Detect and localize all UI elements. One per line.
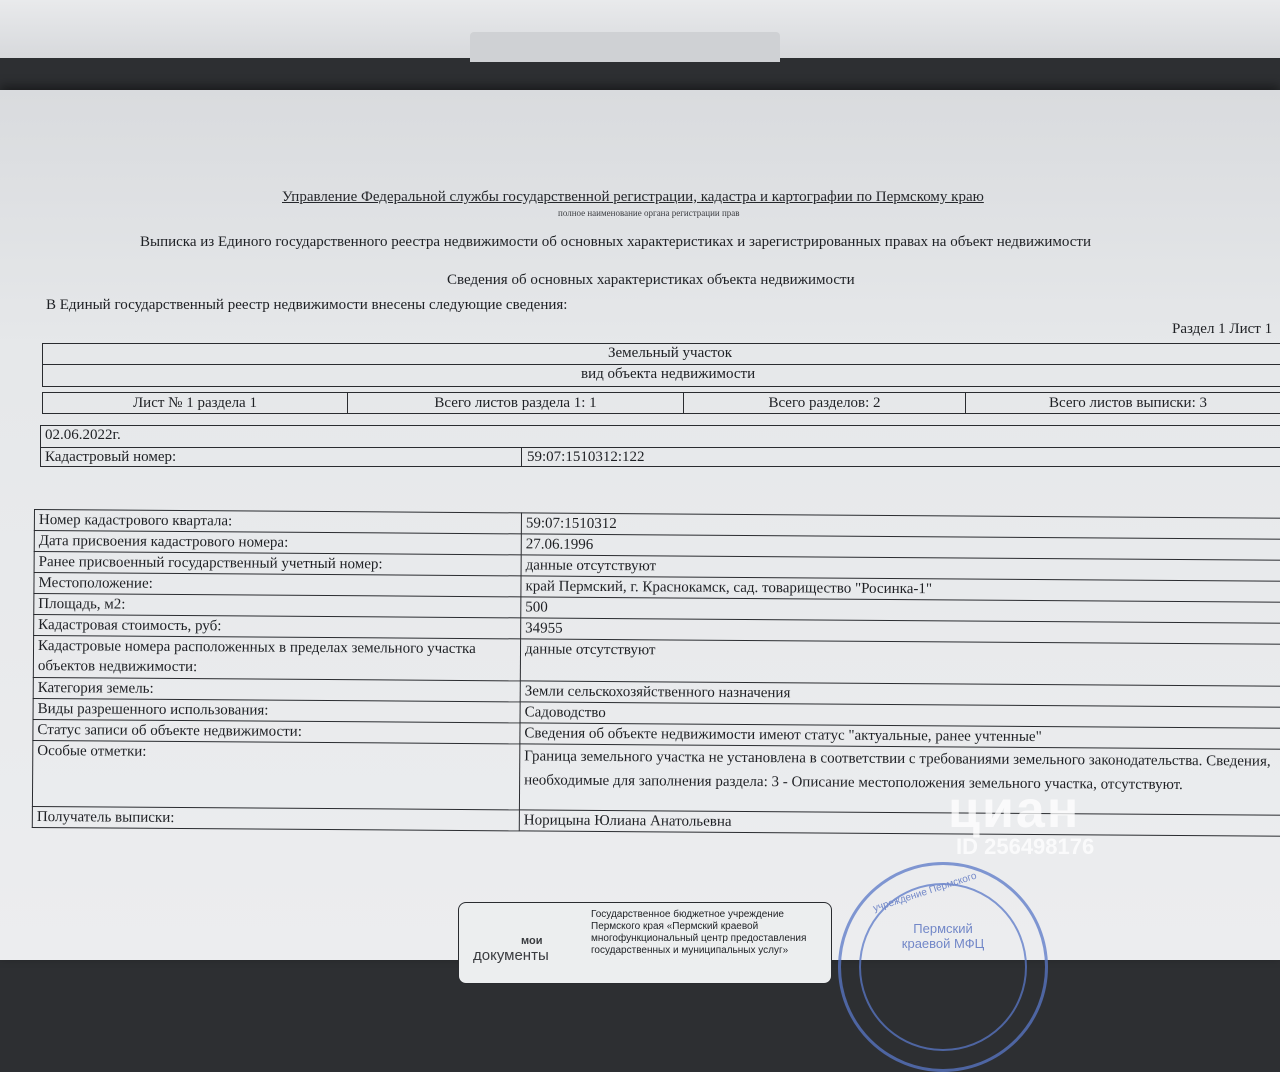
row-value: Граница земельного участка не установлена в соответствии с требованиями земельного законодательства. Сведения, необходимые для заполнения раздела: 3 - Описание местоположения земельного участка, отсутствуют.	[519, 744, 1280, 815]
sections-total: Всего разделов: 2	[684, 393, 966, 413]
row-label: Категория земель:	[33, 677, 520, 701]
mfc-logo-docs: документы	[473, 947, 549, 964]
org-name: Управление Федеральной службы государственной регистрации, кадастра и картографии по Пермскому краю	[282, 189, 984, 205]
mfc-logo-text: мои	[521, 935, 543, 947]
binder-top	[0, 0, 1280, 58]
row-label: Местоположение:	[34, 573, 521, 597]
row-label: Кадастровая стоимость, руб:	[34, 615, 521, 639]
row-label: Статус записи об объекте недвижимости:	[33, 719, 520, 743]
row-label: Получатель выписки:	[32, 806, 519, 830]
watermark	[948, 780, 1094, 860]
org-caption: полное наименование органа регистрации прав	[558, 208, 740, 218]
sheets-row	[42, 392, 1280, 414]
mfc-org-text: Государственное бюджетное учреждение Пермского края «Пермский краевой многофункциональный центр предоставления государственных и муниципальных услуг»	[591, 909, 807, 956]
row-value: Садоводство	[520, 702, 1280, 728]
info-title: Сведения об основных характеристиках объекта недвижимости	[447, 272, 855, 288]
object-type: Земельный участок	[608, 345, 733, 361]
watermark-logo: циан	[948, 781, 1081, 839]
extract-title: Выписка из Единого государственного реестра недвижимости об основных характеристиках и зарегистрированных правах на объект недвижимости	[140, 234, 1092, 250]
cadastral-label: Кадастровый номер:	[45, 449, 177, 465]
divider	[521, 447, 522, 466]
row-value: Земли сельскохозяйственного назначения	[520, 681, 1280, 707]
binder-tab	[470, 32, 780, 62]
object-type-caption: вид объекта недвижимости	[581, 366, 756, 382]
row-label: Ранее присвоенный государственный учетный номер:	[34, 552, 521, 576]
row-label: Площадь, м2:	[34, 594, 521, 618]
issue-date: 02.06.2022г.	[45, 427, 121, 443]
section-ref: Раздел 1 Лист 1	[1172, 321, 1273, 337]
date-cadastral-table	[40, 425, 1280, 467]
row-value: 34955	[521, 618, 1280, 644]
row-label: Особые отметки:	[32, 740, 519, 809]
row-value: 27.06.1996	[521, 534, 1280, 560]
divider	[41, 447, 1280, 448]
cadastral-value: 59:07:1510312:122	[527, 449, 645, 465]
mfc-stamp	[458, 902, 832, 984]
row-value: 59:07:1510312	[521, 513, 1280, 539]
divider	[43, 364, 1280, 365]
sheet-number: Лист № 1 раздела 1	[43, 393, 348, 413]
section-sheets-total: Всего листов раздела 1: 1	[348, 393, 684, 413]
row-value: Сведения об объекте недвижимости имеют статус "актуальные, ранее учтенные"	[520, 723, 1280, 749]
row-value: Норицына Юлиана Анатольевна	[519, 810, 1280, 836]
row-value: данные отсутствуют	[521, 555, 1280, 581]
seal-ring-text: учреждение Пермского	[871, 870, 979, 915]
extract-sheets-total: Всего листов выписки: 3	[1049, 395, 1207, 411]
row-value: данные отсутствуют	[520, 639, 1280, 686]
object-type-box	[42, 343, 1280, 387]
row-value: край Пермский, г. Краснокамск, сад. товарищество "Росинка-1"	[521, 576, 1280, 602]
watermark-id: ID 256498176	[956, 834, 1095, 859]
intro-text: В Единый государственный реестр недвижимости внесены следующие сведения:	[46, 297, 568, 313]
row-label: Кадастровые номера расположенных в пределах земельного участка объектов недвижимости:	[33, 636, 520, 681]
row-label: Дата присвоения кадастрового номера:	[34, 531, 521, 555]
seal-center-text: Пермский краевой МФЦ	[901, 921, 985, 951]
row-label: Виды разрешенного использования:	[33, 698, 520, 722]
row-value: 500	[521, 597, 1280, 623]
row-label: Номер кадастрового квартала:	[34, 510, 521, 534]
round-seal	[838, 862, 1048, 1072]
